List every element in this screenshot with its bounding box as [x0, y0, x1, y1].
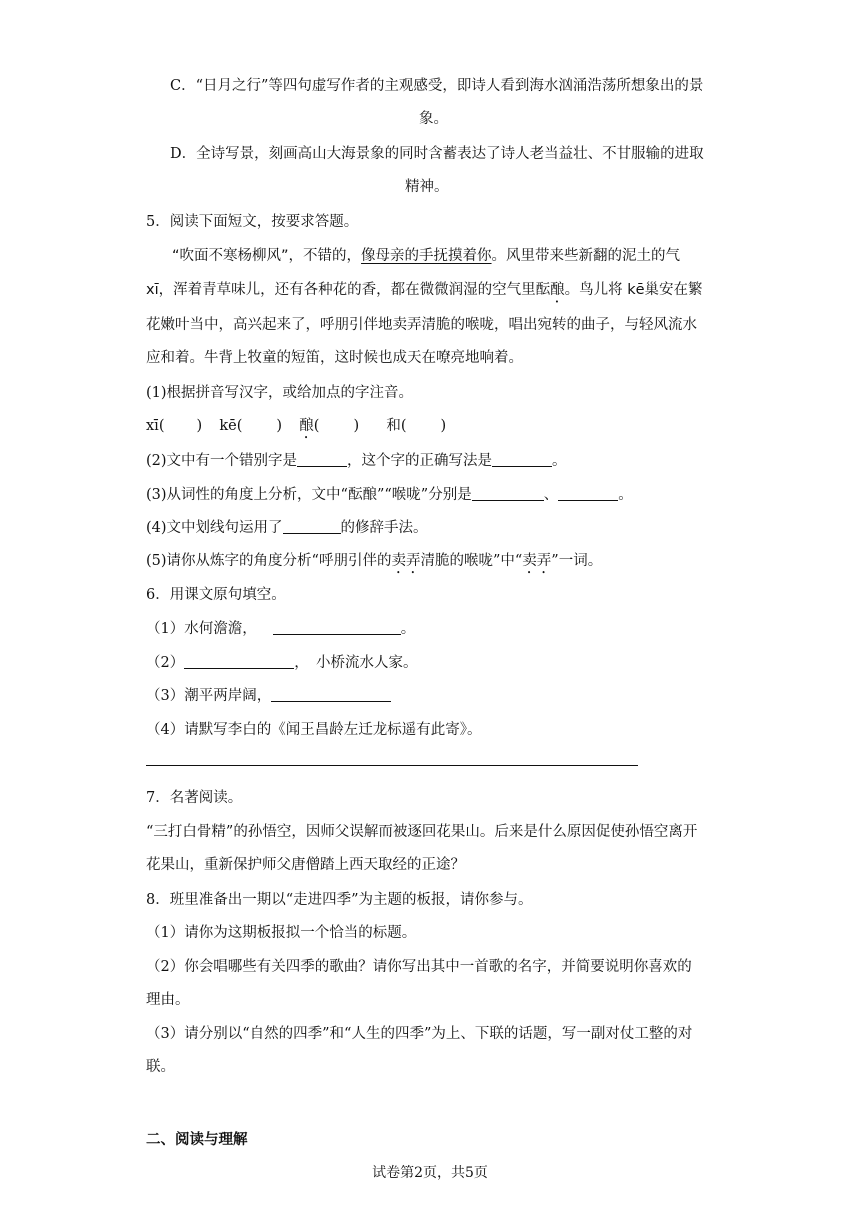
answer-blank[interactable] [271, 687, 391, 702]
q5-sub1-answers [146, 414, 446, 442]
q8-item2-line1: （2）你会唱哪些有关四季的歌曲？请你写出其中一首歌的名字，并简要说明你喜欢的 [146, 959, 692, 975]
answer-blank[interactable] [297, 452, 347, 467]
item-text: （3）潮平两岸阔， [146, 688, 272, 704]
underlined-sentence: 像母亲的手抚摸着你 [361, 248, 492, 264]
q8-item3-line2: 联。 [146, 1059, 175, 1075]
passage-text: “吹面不寒杨柳风”，不错的， [172, 248, 362, 264]
passage-text: 。风里带来些新翻的泥土的气 [491, 248, 681, 264]
option-d-line2: 精神。 [405, 179, 449, 195]
dotted-char-niang: 酿 [299, 418, 314, 434]
section-heading: 二、阅读与理解 [146, 1131, 248, 1148]
paren-close: ) [196, 418, 203, 434]
sub3-text: 、 [543, 487, 559, 503]
answer-blank[interactable] [273, 620, 401, 635]
paren-close: ) [440, 418, 447, 434]
q5-sub2 [146, 449, 567, 470]
q8-item2-line2: 理由。 [146, 992, 190, 1008]
passage-text: xī，浑着青草味儿，还有各种花的香，都在微微润湿的空气里酝 [146, 282, 551, 298]
answer-blank[interactable] [283, 519, 341, 534]
sub3-text: (3)从词性的角度上分析，文中“酝酿”“喉咙”分别是 [146, 487, 472, 503]
q8-item1: （1）请你为这期板报拟一个恰当的标题。 [146, 925, 417, 941]
q6-item3 [146, 684, 391, 705]
sub4-text: (4)文中划线句运用了 [146, 520, 283, 536]
q5-passage-line2 [146, 278, 703, 306]
dotted-word-maino: 卖弄 [522, 553, 552, 569]
q8-stem: 8．班里准备出一期以“走进四季”为主题的板报，请你参与。 [146, 892, 533, 908]
q6-item1 [146, 617, 415, 638]
q8-item3-line1: （3）请分别以“自然的四季”和“人生的四季”为上、下联的话题，写一副对仗工整的对 [146, 1026, 693, 1042]
sub5-text: ”一词。 [551, 553, 603, 569]
paren-open: ( [313, 418, 320, 434]
char-he: 和( [386, 418, 407, 434]
q7-line1: “三打白骨精”的孙悟空，因师父误解而被逐回花果山。后来是什么原因促使孙悟空离开 [146, 824, 698, 840]
q6-stem: 6．用课文原句填空。 [146, 587, 286, 603]
option-c-line1: C．“日月之行”等四句虚写作者的主观感受，即诗人看到海水汹涌浩荡所想象出的景 [170, 78, 704, 94]
option-d-line1: D．全诗写景，刻画高山大海景象的同时含蓄表达了诗人老当益壮、不甘服输的进取 [170, 146, 704, 162]
answer-blank[interactable] [472, 486, 544, 501]
q5-passage-line3: 花嫩叶当中，高兴起来了，呼朋引伴地卖弄清脆的喉咙，唱出宛转的曲子，与轻风流水 [146, 317, 697, 333]
sub5-text: (5)请你从炼字的角度分析“呼朋引伴的 [146, 553, 392, 569]
sub2-text: ，这个字的正确写法是 [347, 453, 493, 469]
sub3-text: 。 [618, 487, 633, 503]
passage-text: 。鸟儿将 kē巢安在繁 [564, 282, 703, 298]
q7-line2: 花果山，重新保护师父唐僧踏上西天取经的正途？ [146, 857, 465, 873]
q5-passage-line1 [172, 244, 680, 265]
item-text: ， 小桥流水人家。 [294, 655, 418, 671]
sub4-text: 的修辞手法。 [340, 520, 428, 536]
answer-blank[interactable] [184, 654, 294, 669]
q5-passage-line4: 应和着。牛背上牧童的短笛，这时候也成天在嘹亮地响着。 [146, 350, 523, 366]
answer-blank[interactable] [492, 452, 552, 467]
q6-item4: （4）请默写李白的《闻王昌龄左迁龙标遥有此寄》。 [146, 722, 482, 738]
answer-line[interactable] [146, 765, 638, 766]
dotted-word-maino: 卖弄 [391, 553, 421, 569]
q5-sub5 [146, 549, 602, 577]
item-text: （2） [146, 655, 185, 671]
q5-stem: 5．阅读下面短文，按要求答题。 [146, 214, 359, 230]
q5-sub3 [146, 483, 633, 504]
sub2-text: (2)文中有一个错别字是 [146, 453, 298, 469]
answer-blank[interactable] [558, 486, 618, 501]
sub2-text: 。 [552, 453, 567, 469]
option-c-line2: 象。 [419, 111, 448, 127]
pinyin-ke: kē( [219, 418, 243, 434]
paren-close: ) [353, 418, 360, 434]
item-text: 。 [400, 621, 416, 637]
paren-close: ) [276, 418, 283, 434]
q7-stem: 7．名著阅读。 [146, 790, 243, 806]
q6-item2 [146, 651, 417, 672]
q5-sub4 [146, 516, 428, 537]
dotted-char-niang: 酿 [550, 282, 565, 298]
item-text: （1）水何澹澹， [146, 621, 257, 637]
page-footer: 试卷第2页，共5页 [372, 1165, 488, 1181]
q5-sub1: (1)根据拼音写汉字，或给加点的字注音。 [146, 385, 414, 401]
pinyin-xi: xī( [146, 418, 165, 434]
sub5-text: 清脆的喉咙”中“ [420, 553, 523, 569]
